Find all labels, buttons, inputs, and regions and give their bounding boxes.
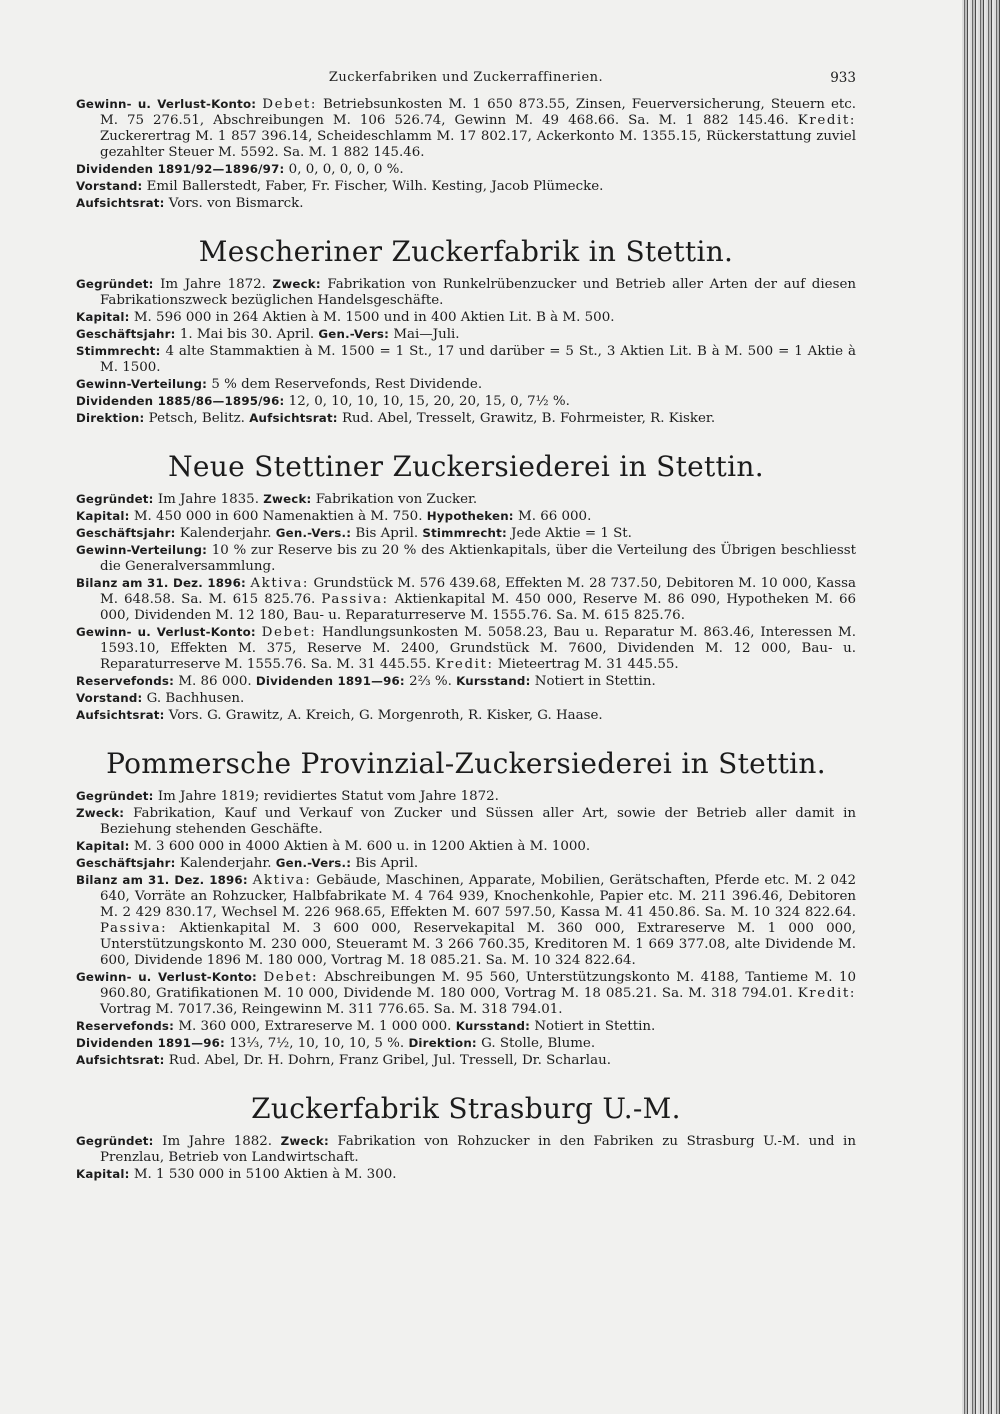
entry-text: M. 450 000 in 600 Namenaktien à M. 750.	[133, 509, 423, 524]
entry-label: Stimmrecht:	[76, 344, 161, 358]
company-heading-neue-stettiner: Neue Stettiner Zuckersiederei in Stettin.	[168, 450, 764, 483]
gegruendet-entry	[76, 1133, 856, 1166]
entry-label: Dividenden 1891—96:	[76, 1036, 225, 1050]
entry-label: Gen.-Vers:	[318, 327, 390, 341]
kapital-entry	[76, 309, 856, 326]
entry-text: G. Stolle, Blume.	[481, 1036, 596, 1051]
entry-text: Grundstück M. 576 439.68, Effekten M. 28 737.50, Debitoren M. 10 000, Kassa M. 648.58. Sa. M. 615 825.76.	[100, 576, 857, 607]
gv-konto-entry	[76, 624, 856, 673]
company-heading-pommersche: Pommersche Provinzial-Zuckersiederei in Stettin.	[106, 747, 826, 780]
gewinn-verteilung-entry	[76, 376, 856, 393]
entry-text: 4 alte Stammaktien à M. 1500 = 1 St., 17 und darüber = 5 St., 3 Aktien Lit. B à M. 500 = 1 Aktie à M. 1500.	[100, 344, 856, 375]
entry-label: Gegründet:	[76, 492, 154, 506]
entry-text: Fabrikation von Zucker.	[315, 492, 478, 507]
gegruendet-entry	[76, 788, 856, 805]
entry-text: G. Bachhusen.	[146, 691, 245, 706]
reservefonds-entry	[76, 1018, 856, 1035]
page-content	[76, 70, 856, 1183]
entry-text: Handlungsunkosten M. 5058.23, Bau u. Reparatur M. 863.46, Interessen M. 1593.10, Effekten M. 375, Reserve M. 2400, Grundstück M. 7600, Dividenden M. 12 000, Bau- u. Reparaturreserve M. 1555.76. Sa. M. 31 445.55.	[100, 625, 857, 672]
entry-text: Petsch, Belitz.	[148, 411, 245, 426]
entry-label: Dividenden 1891/92—1896/97:	[76, 162, 285, 176]
gewinn-verteilung-entry	[76, 542, 856, 575]
entry-label: Aufsichtsrat:	[76, 1053, 165, 1067]
entry-text: Kalenderjahr.	[179, 856, 272, 871]
entry-text: M. 1 530 000 in 5100 Aktien à M. 300.	[133, 1167, 397, 1182]
entry-text: Notiert in Stettin.	[534, 1019, 656, 1034]
entry-text: Aktienkapital M. 450 000, Reserve M. 86 090, Hypotheken M. 66 000, Dividenden M. 12 180, Bau- u. Reparaturreserve M. 1555.76. Sa. M. 615 825.76.	[100, 592, 856, 623]
gv-konto-entry	[76, 969, 856, 1018]
entry-text: Rud. Abel, Dr. H. Dohrn, Franz Gribel, Jul. Tressell, Dr. Scharlau.	[168, 1053, 611, 1068]
aktiva-label: Aktiva:	[252, 873, 312, 888]
entry-text: Fabrikation von Runkelrübenzucker und Betrieb aller Arten der auf diesen Fabrikationszweck bezüglichen Handelsgeschäfte.	[100, 277, 857, 308]
entry-text: Bis April.	[355, 856, 419, 871]
entry-text: Vortrag M. 7017.36, Reingewinn M. 311 776.65. Sa. M. 318 794.01.	[100, 1002, 563, 1017]
aufsichtsrat-entry	[76, 707, 856, 724]
entry-label: Kapital:	[76, 839, 130, 853]
stimmrecht-entry	[76, 343, 856, 376]
entry-label: Bilanz am 31. Dez. 1896:	[76, 576, 246, 590]
entry-label: Vorstand:	[76, 691, 143, 705]
entry-label: Kapital:	[76, 1167, 130, 1181]
entry-label: Gegründet:	[76, 1134, 154, 1148]
entry-text: 13⅓, 7½, 10, 10, 10, 5 %.	[229, 1036, 405, 1051]
entry-label: Geschäftsjahr:	[76, 856, 176, 870]
debet-label: Debet:	[261, 625, 317, 640]
gegruendet-entry	[76, 491, 856, 508]
entry-label: Vorstand:	[76, 179, 143, 193]
entry-label: Gegründet:	[76, 789, 154, 803]
entry-text: 5 % dem Reservefonds, Rest Dividende.	[211, 377, 483, 392]
entry-text: Betriebsunkosten M. 1 650 873.55, Zinsen, Feuerversicherung, Steuern etc. M. 75 276.51, Abschreibungen M. 106 526.74, Gewinn M. 49 468.66. Sa. M. 1 882 145.46.	[100, 97, 857, 128]
entry-label: Dividenden 1891—96:	[255, 674, 405, 688]
company-heading-strasburg: Zuckerfabrik Strasburg U.-M.	[251, 1092, 681, 1125]
entry-text: M. 3 600 000 in 4000 Aktien à M. 600 u. in 1200 Aktien à M. 1000.	[133, 839, 591, 854]
entry-text: Zuckerertrag M. 1 857 396.14, Scheideschlamm M. 17 802.17, Ackerkonto M. 1355.15, Rückerstattung zuviel gezahlter Steuer M. 5592. Sa. M. 1 882 145.46.	[100, 129, 856, 160]
kapital-entry	[76, 508, 856, 525]
passiva-label: Passiva:	[321, 592, 389, 607]
entry-label: Reservefonds:	[76, 674, 175, 688]
entry-label: Kursstand:	[455, 1019, 531, 1033]
entry-text: M. 66 000.	[517, 509, 592, 524]
vorstand-entry	[76, 690, 856, 707]
entry-label: Gewinn- u. Verlust-Konto:	[76, 97, 257, 111]
entry-text: Kalenderjahr.	[179, 526, 272, 541]
entry-label: Aufsichtsrat:	[76, 708, 165, 722]
entry-label: Aufsichtsrat:	[76, 196, 165, 210]
entry-text: 2⅔ %.	[409, 674, 452, 689]
entry-label: Zweck:	[263, 492, 312, 506]
entry-text: Emil Ballerstedt, Faber, Fr. Fischer, Wilh. Kesting, Jacob Plümecke.	[146, 179, 604, 194]
entry-label: Kursstand:	[456, 674, 531, 688]
entry-text: Gebäude, Maschinen, Apparate, Mobilien, Gerätschaften, Pferde etc. M. 2 042 640, Vorräte an Rohzucker, Halbfabrikate M. 4 764 939, Knochenkohle, Papier etc. M. 211 396.46, Debitoren M. 2 429 830.17, Wechsel M. 226 968.65, Effekten M. 607 597.50, Kassa M. 41 450.86. Sa. M. 10 324 822.64.	[100, 873, 856, 920]
kredit-label: Kredit:	[797, 113, 856, 128]
kapital-entry	[76, 838, 856, 855]
kredit-label: Kredit:	[435, 657, 494, 672]
entry-label: Gen.-Vers.:	[275, 526, 352, 540]
entry-text: Fabrikation von Rohzucker in den Fabriken zu Strasburg U.-M. und in Prenzlau, Betrieb von Landwirtschaft.	[100, 1134, 856, 1165]
debet-label: Debet:	[262, 97, 317, 112]
running-head	[76, 70, 856, 96]
entry-label: Gewinn-Verteilung:	[76, 543, 208, 557]
entry-label: Zweck:	[76, 806, 125, 820]
entry-text: Im Jahre 1835.	[157, 492, 259, 507]
entry-text: M. 596 000 in 264 Aktien à M. 1500 und in 400 Aktien Lit. B à M. 500.	[133, 310, 615, 325]
reservefonds-entry	[76, 673, 856, 690]
entry-text: M. 360 000, Extrareserve M. 1 000 000.	[178, 1019, 452, 1034]
geschaeftsjahr-entry	[76, 525, 856, 542]
entry-label: Gen.-Vers.:	[275, 856, 352, 870]
bilanz-entry	[76, 575, 856, 624]
kapital-entry	[76, 1166, 856, 1183]
entry-text: Fabrikation, Kauf und Verkauf von Zucker und Süssen aller Art, sowie der Betrieb aller damit in Beziehung stehenden Geschäfte.	[100, 806, 856, 837]
entry-text: Bis April.	[355, 526, 419, 541]
entry-label: Direktion:	[76, 411, 145, 425]
entry-text: Mai—Juli.	[393, 327, 460, 342]
passiva-label: Passiva:	[100, 921, 168, 936]
entry-label: Stimmrecht:	[422, 526, 507, 540]
entry-label: Gegründet:	[76, 277, 154, 291]
company-heading-mescheriner: Mescheriner Zuckerfabrik in Stettin.	[198, 235, 734, 268]
entry-label: Dividenden 1885/86—1895/96:	[76, 394, 285, 408]
entry-text: 0, 0, 0, 0, 0, 0 %.	[288, 162, 404, 177]
entry-label: Geschäftsjahr:	[76, 327, 176, 341]
aufsichtsrat-entry	[76, 195, 856, 212]
entry-label: Zweck:	[272, 277, 321, 291]
entry-label: Geschäftsjahr:	[76, 526, 176, 540]
entry-text: Rud. Abel, Tresselt, Grawitz, B. Fohrmeister, R. Kisker.	[341, 411, 716, 426]
entry-label: Reservefonds:	[76, 1019, 175, 1033]
entry-text: Vors. G. Grawitz, A. Kreich, G. Morgenroth, R. Kisker, G. Haase.	[168, 708, 603, 723]
entry-text: Abschreibungen M. 95 560, Unterstützungskonto M. 4188, Tantieme M. 10 960.80, Gratifikationen M. 10 000, Dividende M. 180 000, Vortrag M. 18 085.21. Sa. M. 318 794.01.	[100, 970, 856, 1001]
entry-label: Kapital:	[76, 509, 130, 523]
entry-text: Im Jahre 1872.	[160, 277, 266, 292]
dividenden-entry	[76, 1035, 856, 1052]
entry-text: Aktienkapital M. 3 600 000, Reservekapital M. 360 000, Extrareserve M. 1 000 000, Unterstützungskonto M. 230 000, Steueramt M. 3 266 760.35, Kreditoren M. 1 669 377.08, alte Dividende M. 600, Dividende 1896 M. 180 000, Vortrag M. 18 085.21. Sa. M. 10 324 822.64.	[100, 921, 856, 968]
kredit-label: Kredit:	[797, 986, 856, 1001]
entry-label: Hypotheken:	[426, 509, 514, 523]
entry-text: Im Jahre 1819; revidiertes Statut vom Jahre 1872.	[157, 789, 499, 804]
geschaeftsjahr-entry	[76, 855, 856, 872]
aufsichtsrat-entry	[76, 1052, 856, 1069]
running-head-title: Zuckerfabriken und Zuckerraffinerien.	[328, 70, 604, 85]
entry-text: Jede Aktie = 1 St.	[511, 526, 632, 541]
zweck-entry	[76, 805, 856, 838]
entry-text: Notiert in Stettin.	[534, 674, 656, 689]
entry-label: Aufsichtsrat:	[249, 411, 338, 425]
geschaeftsjahr-entry	[76, 326, 856, 343]
entry-label: Gewinn-Verteilung:	[76, 377, 208, 391]
entry-label: Kapital:	[76, 310, 130, 324]
entry-text: 1. Mai bis 30. April.	[179, 327, 315, 342]
page-number: 933	[830, 70, 856, 86]
gv-konto-entry	[76, 96, 856, 161]
book-spine-edge	[962, 0, 1000, 1414]
vorstand-entry	[76, 178, 856, 195]
entry-text: Im Jahre 1882.	[162, 1134, 273, 1149]
gegruendet-entry	[76, 276, 856, 309]
entry-label: Gewinn- u. Verlust-Konto:	[76, 970, 257, 984]
entry-label: Direktion:	[408, 1036, 477, 1050]
entry-text: M. 86 000.	[178, 674, 252, 689]
entry-label: Gewinn- u. Verlust-Konto:	[76, 625, 256, 639]
bilanz-entry	[76, 872, 856, 969]
debet-label: Debet:	[263, 970, 319, 985]
dividenden-entry	[76, 393, 856, 410]
entry-text: Mieteertrag M. 31 445.55.	[497, 657, 679, 672]
entry-text: 12, 0, 10, 10, 10, 15, 20, 20, 15, 0, 7½ %.	[288, 394, 570, 409]
entry-text: 10 % zur Reserve bis zu 20 % des Aktienkapitals, über die Verteilung des Übrigen beschliesst die Generalversammlung.	[100, 543, 856, 574]
aktiva-label: Aktiva:	[250, 576, 310, 591]
dividenden-entry	[76, 161, 856, 178]
entry-label: Bilanz am 31. Dez. 1896:	[76, 873, 248, 887]
entry-label: Zweck:	[280, 1134, 329, 1148]
entry-text: Vors. von Bismarck.	[168, 196, 304, 211]
direktion-entry	[76, 410, 856, 427]
